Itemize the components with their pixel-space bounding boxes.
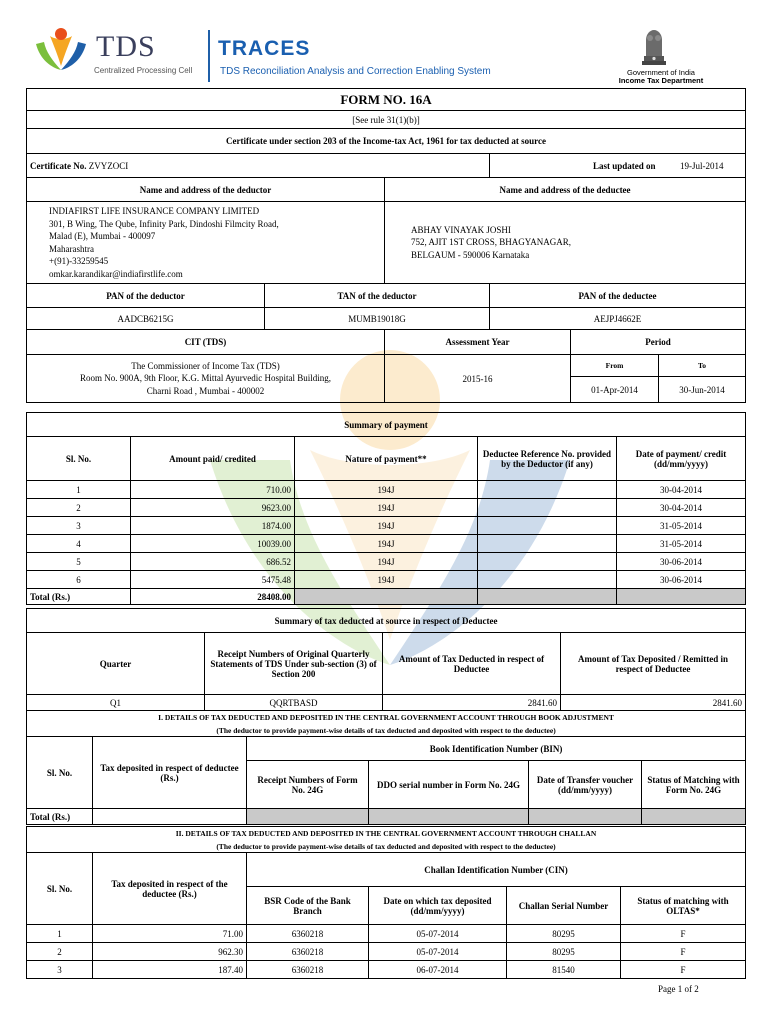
deductee-address bbox=[385, 202, 746, 284]
row-sl: 2 bbox=[27, 499, 131, 517]
bin-heading: Book Identification Number (BIN) bbox=[247, 737, 746, 761]
deductee-heading: Name and address of the deductee bbox=[385, 178, 746, 202]
deductor-address bbox=[27, 202, 385, 284]
row-amount: 1874.00 bbox=[131, 517, 295, 535]
receipt-value: QQRTBASD bbox=[205, 695, 383, 711]
row-date: 06-07-2014 bbox=[369, 961, 507, 979]
tan-deductor-label: TAN of the deductor bbox=[265, 284, 490, 308]
col-sl-no: Sl. No. bbox=[27, 737, 93, 809]
col-receipt-numbers: Receipt Numbers of Original Quarterly Statements of TDS Under sub-section (3) of Section 200 bbox=[205, 633, 383, 695]
col-amount-paid: Amount paid/ credited bbox=[131, 437, 295, 481]
gov-line-1: Government of India bbox=[627, 68, 695, 77]
row-ref bbox=[478, 499, 617, 517]
cit-address bbox=[27, 355, 385, 403]
row-serial: 80295 bbox=[507, 925, 621, 943]
col-oltas-status: Status of matching with OLTAS* bbox=[621, 887, 746, 925]
challan-heading: II. DETAILS OF TAX DEDUCTED AND DEPOSITED IN THE CENTRAL GOVERNMENT ACCOUNT THROUGH CHALLAN bbox=[27, 827, 746, 841]
certificate-number-cell bbox=[27, 154, 490, 178]
col-sl-no: Sl. No. bbox=[27, 437, 131, 481]
row-serial: 81540 bbox=[507, 961, 621, 979]
table-row bbox=[27, 535, 746, 553]
certificate-number: ZVYZOCI bbox=[88, 160, 129, 171]
book-adjustment-table bbox=[26, 710, 746, 825]
row-date: 05-07-2014 bbox=[369, 943, 507, 961]
col-quarter: Quarter bbox=[27, 633, 205, 695]
row-sl: 1 bbox=[27, 925, 93, 943]
national-emblem-icon bbox=[632, 26, 676, 68]
row-date: 30-04-2014 bbox=[617, 499, 746, 517]
certificate-label: Certificate No. bbox=[30, 160, 87, 171]
table-row bbox=[27, 571, 746, 589]
traces-title: TRACES bbox=[218, 37, 311, 60]
pan-deductee-label: PAN of the deductee bbox=[490, 284, 746, 308]
deductee-line: BELGAUM - 590006 Karnataka bbox=[411, 249, 530, 260]
tds-title: TDS bbox=[96, 30, 156, 63]
row-amount: 10039.00 bbox=[131, 535, 295, 553]
header-divider bbox=[208, 30, 210, 82]
payment-summary-heading: Summary of payment bbox=[27, 413, 746, 437]
row-sl: 2 bbox=[27, 943, 93, 961]
gray-filler bbox=[369, 809, 529, 825]
col-payment-date: Date of payment/ credit (dd/mm/yyyy) bbox=[617, 437, 746, 481]
row-amount: 710.00 bbox=[131, 481, 295, 499]
row-sl: 1 bbox=[27, 481, 131, 499]
book-adjustment-heading: I. DETAILS OF TAX DEDUCTED AND DEPOSITED IN THE CENTRAL GOVERNMENT ACCOUNT THROUGH BOOK ADJUSTMENT bbox=[27, 711, 746, 725]
cit-label: CIT (TDS) bbox=[27, 330, 385, 355]
pan-deductor: AADCB6215G bbox=[27, 308, 265, 330]
gray-filler bbox=[247, 809, 369, 825]
row-status: F bbox=[621, 961, 746, 979]
row-bsr: 6360218 bbox=[247, 925, 369, 943]
period-from: 01-Apr-2014 bbox=[571, 377, 659, 403]
deductor-line: 301, B Wing, The Qube, Infinity Park, Dindoshi Filmcity Road, bbox=[49, 218, 279, 229]
total-label: Total (Rs.) bbox=[27, 589, 131, 605]
col-nature-payment: Nature of payment** bbox=[295, 437, 478, 481]
row-amount: 9623.00 bbox=[131, 499, 295, 517]
challan-table bbox=[26, 826, 746, 979]
row-tax: 187.40 bbox=[93, 961, 247, 979]
gray-filler bbox=[478, 589, 617, 605]
cit-line: The Commissioner of Income Tax (TDS) bbox=[131, 360, 280, 371]
table-row bbox=[27, 695, 746, 711]
deposited-value: 2841.60 bbox=[561, 695, 746, 711]
form-title: FORM NO. 16A bbox=[27, 89, 746, 111]
row-nature: 194J bbox=[295, 553, 478, 571]
deducted-value: 2841.60 bbox=[383, 695, 561, 711]
tds-subtitle: Centralized Processing Cell bbox=[94, 66, 193, 75]
col-tax-deducted: Amount of Tax Deducted in respect of Deductee bbox=[383, 633, 561, 695]
col-matching-status: Status of Matching with Form No. 24G bbox=[642, 761, 746, 809]
tds-logo-icon bbox=[30, 26, 92, 72]
col-tax-deposited: Tax deposited in respect of the deductee (Rs.) bbox=[93, 853, 247, 925]
total-amount: 28408.00 bbox=[131, 589, 295, 605]
col-deductee-ref: Deductee Reference No. provided by the Deductor (if any) bbox=[478, 437, 617, 481]
col-receipt-24g: Receipt Numbers of Form No. 24G bbox=[247, 761, 369, 809]
col-bsr-code: BSR Code of the Bank Branch bbox=[247, 887, 369, 925]
table-row bbox=[27, 517, 746, 535]
gray-filler bbox=[295, 589, 478, 605]
row-ref bbox=[478, 481, 617, 499]
row-sl: 3 bbox=[27, 517, 131, 535]
col-sl-no: Sl. No. bbox=[27, 853, 93, 925]
government-label bbox=[610, 69, 712, 85]
pan-deductor-label: PAN of the deductor bbox=[27, 284, 265, 308]
row-nature: 194J bbox=[295, 499, 478, 517]
row-sl: 6 bbox=[27, 571, 131, 589]
row-nature: 194J bbox=[295, 517, 478, 535]
row-date: 30-04-2014 bbox=[617, 481, 746, 499]
deductee-line: ABHAY VINAYAK JOSHI bbox=[411, 224, 511, 235]
col-tax-deposited: Amount of Tax Deposited / Remitted in respect of Deductee bbox=[561, 633, 746, 695]
quarter-value: Q1 bbox=[27, 695, 205, 711]
certificate-heading: Certificate under section 203 of the Income-tax Act, 1961 for tax deducted at source bbox=[27, 129, 746, 154]
row-date: 30-06-2014 bbox=[617, 571, 746, 589]
col-ddo-serial: DDO serial number in Form No. 24G bbox=[369, 761, 529, 809]
table-row bbox=[27, 499, 746, 517]
row-sl: 3 bbox=[27, 961, 93, 979]
cit-line: Charni Road , Mumbai - 400002 bbox=[146, 385, 265, 396]
row-amount: 5475.48 bbox=[131, 571, 295, 589]
payment-summary-table bbox=[26, 412, 746, 605]
table-row bbox=[27, 961, 746, 979]
row-bsr: 6360218 bbox=[247, 943, 369, 961]
row-ref bbox=[478, 535, 617, 553]
row-date: 05-07-2014 bbox=[369, 925, 507, 943]
cin-heading: Challan Identification Number (CIN) bbox=[247, 853, 746, 887]
tax-summary-table bbox=[26, 608, 746, 711]
last-updated-date: 19-Jul-2014 bbox=[659, 154, 746, 178]
total-empty bbox=[93, 809, 247, 825]
table-row bbox=[27, 943, 746, 961]
col-tax-deposited: Tax deposited in respect of deductee (Rs.) bbox=[93, 737, 247, 809]
cit-line: Room No. 900A, 9th Floor, K.G. Mittal Ayurvedic Hospital Building, bbox=[79, 373, 332, 384]
book-adjustment-subheading: (The deductor to provide payment-wise details of tax deducted and deposited with respect to the deductee) bbox=[27, 725, 746, 737]
deductor-line: +(91)-33259545 bbox=[49, 256, 109, 266]
table-row bbox=[27, 925, 746, 943]
total-label: Total (Rs.) bbox=[27, 809, 93, 825]
col-challan-serial: Challan Serial Number bbox=[507, 887, 621, 925]
row-tax: 962.30 bbox=[93, 943, 247, 961]
gray-filler bbox=[529, 809, 642, 825]
row-ref bbox=[478, 517, 617, 535]
tax-summary-heading: Summary of tax deducted at source in respect of Deductee bbox=[27, 609, 746, 633]
form-header-table bbox=[26, 88, 746, 403]
pan-deductee: AEJPJ4662E bbox=[490, 308, 746, 330]
page-number: Page 1 of 2 bbox=[658, 984, 699, 994]
deductor-line: INDIAFIRST LIFE INSURANCE COMPANY LIMITED bbox=[49, 206, 260, 216]
row-date: 30-06-2014 bbox=[617, 553, 746, 571]
period-to-label: To bbox=[659, 355, 746, 377]
row-ref bbox=[478, 553, 617, 571]
period-label: Period bbox=[571, 330, 746, 355]
row-nature: 194J bbox=[295, 571, 478, 589]
period-to: 30-Jun-2014 bbox=[659, 377, 746, 403]
challan-subheading: (The deductor to provide payment-wise details of tax deducted and deposited with respect to the deductee) bbox=[27, 841, 746, 853]
row-tax: 71.00 bbox=[93, 925, 247, 943]
deductor-line: Malad (E), Mumbai - 400097 bbox=[49, 231, 156, 241]
gray-filler bbox=[642, 809, 746, 825]
row-nature: 194J bbox=[295, 535, 478, 553]
deductor-heading: Name and address of the deductor bbox=[27, 178, 385, 202]
deductee-line: 752, AJIT 1ST CROSS, BHAGYANAGAR, bbox=[411, 237, 571, 248]
assessment-year-label: Assessment Year bbox=[385, 330, 571, 355]
row-date: 31-05-2014 bbox=[617, 535, 746, 553]
table-row bbox=[27, 553, 746, 571]
row-serial: 80295 bbox=[507, 943, 621, 961]
table-row bbox=[27, 481, 746, 499]
row-sl: 4 bbox=[27, 535, 131, 553]
gov-line-2: Income Tax Department bbox=[618, 76, 704, 85]
page-header bbox=[0, 0, 770, 88]
tan-deductor: MUMB19018G bbox=[265, 308, 490, 330]
row-nature: 194J bbox=[295, 481, 478, 499]
row-sl: 5 bbox=[27, 553, 131, 571]
row-status: F bbox=[621, 925, 746, 943]
last-updated-label: Last updated on bbox=[490, 154, 659, 178]
col-transfer-date: Date of Transfer voucher (dd/mm/yyyy) bbox=[529, 761, 642, 809]
row-bsr: 6360218 bbox=[247, 961, 369, 979]
row-date: 31-05-2014 bbox=[617, 517, 746, 535]
period-from-label: From bbox=[571, 355, 659, 377]
col-deposit-date: Date on which tax deposited (dd/mm/yyyy) bbox=[369, 887, 507, 925]
deductor-line: omkar.karandikar@indiafirstlife.com bbox=[49, 268, 183, 279]
row-ref bbox=[478, 571, 617, 589]
row-amount: 686.52 bbox=[131, 553, 295, 571]
gray-filler bbox=[617, 589, 746, 605]
deductor-line: Maharashtra bbox=[49, 243, 94, 254]
row-status: F bbox=[621, 943, 746, 961]
assessment-year: 2015-16 bbox=[385, 355, 571, 403]
traces-subtitle: TDS Reconciliation Analysis and Correction Enabling System bbox=[220, 66, 491, 77]
form-rule: [See rule 31(1)(b)] bbox=[27, 111, 746, 129]
